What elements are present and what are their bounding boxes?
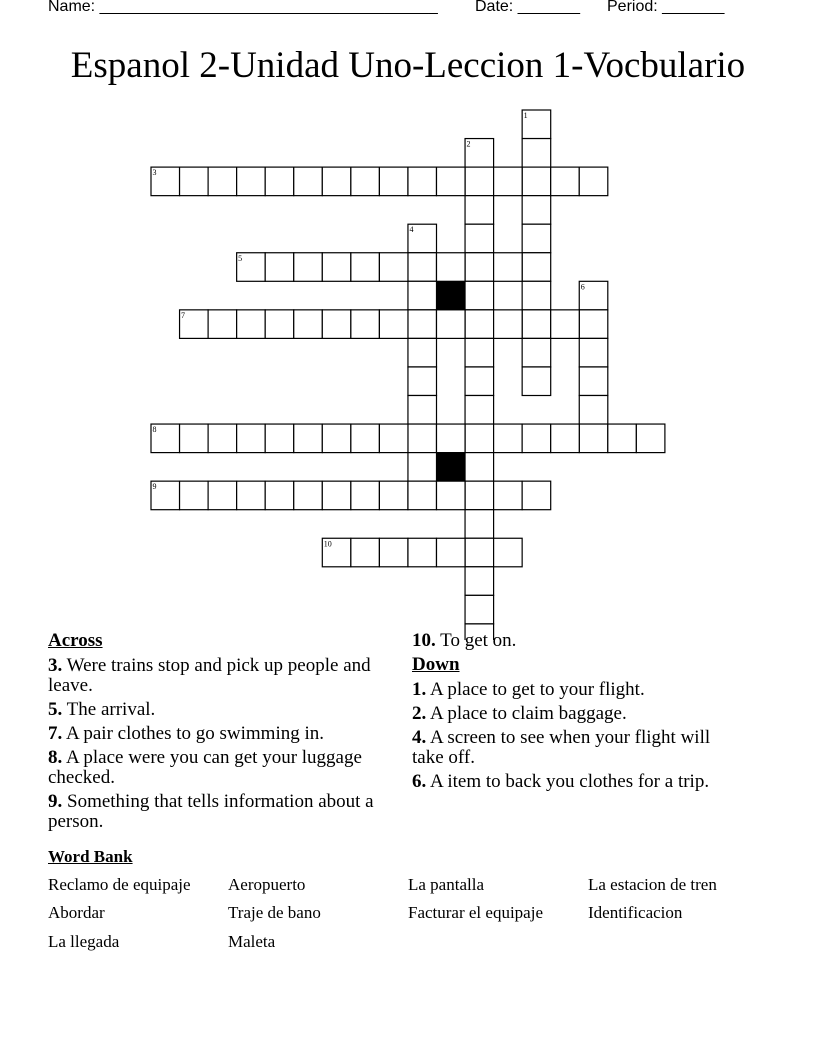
crossword-cell[interactable] <box>180 167 209 196</box>
crossword-cell[interactable] <box>522 167 551 196</box>
clue-down-1: 1. A place to get to your flight. <box>412 679 645 700</box>
crossword-cell[interactable] <box>465 481 494 510</box>
crossword-cell[interactable] <box>636 424 665 453</box>
page-title: Espanol 2-Unidad Uno-Leccion 1-Vocbulario <box>70 45 746 86</box>
crossword-cell[interactable] <box>465 510 494 539</box>
clue-down-4: 4. A screen to see when your flight will take off. <box>412 727 711 768</box>
crossword-cell[interactable] <box>579 367 608 396</box>
crossword-cell[interactable] <box>494 481 523 510</box>
crossword-cell[interactable] <box>237 424 266 453</box>
crossword-cell[interactable] <box>551 167 580 196</box>
clue-across-10: 10. To get on. <box>412 630 517 651</box>
crossword-cell[interactable] <box>494 253 523 282</box>
crossword-cell[interactable] <box>180 481 209 510</box>
cell-number: 8 <box>152 425 157 435</box>
crossword-cell[interactable] <box>408 396 437 425</box>
crossword-cell[interactable] <box>208 481 237 510</box>
crossword-cell[interactable] <box>294 253 323 282</box>
crossword-cell[interactable] <box>437 424 466 453</box>
crossword-cell[interactable] <box>579 167 608 196</box>
crossword-cell[interactable] <box>522 253 551 282</box>
crossword-cell[interactable] <box>579 310 608 339</box>
clue-across-3: 3. Were trains stop and pick up people and leave. <box>48 655 371 696</box>
crossword-cell[interactable] <box>265 481 294 510</box>
crossword-cell[interactable] <box>579 396 608 425</box>
crossword-cell[interactable] <box>379 253 408 282</box>
cell-number: 5 <box>238 253 243 263</box>
crossword-cell[interactable] <box>522 424 551 453</box>
clue-across-7: 7. A pair clothes to go swimming in. <box>48 723 325 744</box>
crossword-cell[interactable] <box>465 567 494 596</box>
across-heading: Across <box>48 630 103 651</box>
crossword-cell[interactable] <box>465 281 494 310</box>
crossword-cell[interactable] <box>351 167 380 196</box>
crossword-cell[interactable] <box>408 281 437 310</box>
down-clues <box>412 631 732 796</box>
clue-down-2: 2. A place to claim baggage. <box>412 703 627 724</box>
crossword-cell[interactable] <box>408 253 437 282</box>
crossword-cell[interactable] <box>408 424 437 453</box>
crossword-cell[interactable] <box>408 481 437 510</box>
crossword-cell[interactable] <box>322 167 351 196</box>
crossword-cell[interactable] <box>265 253 294 282</box>
word-bank-item: Maleta <box>228 932 276 951</box>
crossword-cell[interactable] <box>465 396 494 425</box>
black-block <box>437 453 466 482</box>
crossword-cell[interactable] <box>579 424 608 453</box>
crossword-cell[interactable] <box>322 481 351 510</box>
crossword-cell[interactable] <box>465 196 494 225</box>
crossword-cell[interactable] <box>237 167 266 196</box>
crossword-cell[interactable] <box>579 338 608 367</box>
crossword-cell[interactable] <box>522 139 551 168</box>
crossword-cell[interactable] <box>465 453 494 482</box>
crossword-cell[interactable] <box>437 538 466 567</box>
word-bank-item: Traje de bano <box>228 903 321 922</box>
crossword-cell[interactable] <box>379 167 408 196</box>
crossword-cell[interactable] <box>522 338 551 367</box>
crossword-cell[interactable] <box>379 481 408 510</box>
crossword-cell[interactable] <box>465 424 494 453</box>
crossword-cell[interactable] <box>465 595 494 624</box>
crossword-cell[interactable] <box>608 424 637 453</box>
date-field[interactable]: Date: _______ <box>475 0 580 15</box>
crossword-cell[interactable] <box>437 481 466 510</box>
crossword-cell[interactable] <box>237 310 266 339</box>
crossword-cell[interactable] <box>408 367 437 396</box>
cell-number: 4 <box>409 225 414 235</box>
crossword-cell[interactable] <box>265 424 294 453</box>
crossword-cell[interactable] <box>494 310 523 339</box>
crossword-cell[interactable] <box>294 424 323 453</box>
crossword-cell[interactable] <box>379 538 408 567</box>
crossword-cell[interactable] <box>351 538 380 567</box>
crossword-cell[interactable] <box>208 424 237 453</box>
crossword-cell[interactable] <box>408 453 437 482</box>
crossword-cell[interactable] <box>494 167 523 196</box>
word-bank-item: Abordar <box>48 903 105 922</box>
word-bank-item: Facturar el equipaje <box>408 903 543 922</box>
crossword-cell[interactable] <box>437 253 466 282</box>
crossword-cell[interactable] <box>465 224 494 253</box>
crossword-cell[interactable] <box>351 253 380 282</box>
crossword-cell[interactable] <box>522 481 551 510</box>
crossword-cell[interactable] <box>294 167 323 196</box>
word-bank-item: La estacion de tren <box>588 875 717 894</box>
crossword-cell[interactable] <box>494 538 523 567</box>
clue-down-6: 6. A item to back you clothes for a trip. <box>412 771 710 792</box>
crossword-cell[interactable] <box>494 424 523 453</box>
crossword-cell[interactable] <box>237 481 266 510</box>
word-bank-item: Reclamo de equipaje <box>48 875 191 894</box>
crossword-cell[interactable] <box>208 167 237 196</box>
crossword-cell[interactable] <box>465 253 494 282</box>
clue-across-9: 9. Something that tells information about a person. <box>48 791 374 832</box>
cell-number: 7 <box>181 310 186 320</box>
clue-across-8: 8. A place were you can get your luggage checked. <box>48 747 362 788</box>
crossword-cell[interactable] <box>522 224 551 253</box>
period-field[interactable]: Period: _______ <box>607 0 725 15</box>
word-bank-item: Identificacion <box>588 903 683 922</box>
crossword-cell[interactable] <box>408 310 437 339</box>
crossword-cell[interactable] <box>408 538 437 567</box>
crossword-cell[interactable] <box>265 167 294 196</box>
name-field[interactable]: Name: ______________________________________ <box>48 0 438 15</box>
cell-number: 10 <box>323 539 332 549</box>
crossword-cell[interactable] <box>208 310 237 339</box>
across-clues <box>48 631 378 836</box>
crossword-cell[interactable] <box>351 481 380 510</box>
crossword-cell[interactable] <box>408 167 437 196</box>
cell-number: 1 <box>523 111 528 120</box>
crossword-cell[interactable] <box>379 310 408 339</box>
cell-number: 2 <box>466 139 471 149</box>
down-heading: Down <box>412 654 460 675</box>
cell-number: 6 <box>580 282 585 292</box>
crossword-cell[interactable] <box>322 310 351 339</box>
crossword-cell[interactable] <box>294 481 323 510</box>
clue-across-5: 5. The arrival. <box>48 699 156 720</box>
crossword-cell[interactable] <box>351 310 380 339</box>
crossword-cell[interactable] <box>379 424 408 453</box>
crossword-cell[interactable] <box>322 424 351 453</box>
crossword-cell[interactable] <box>180 424 209 453</box>
crossword-cell[interactable] <box>408 338 437 367</box>
crossword-cell[interactable] <box>294 310 323 339</box>
crossword-cell[interactable] <box>522 310 551 339</box>
word-bank-title: Word Bank <box>48 847 133 866</box>
crossword-cell[interactable] <box>522 281 551 310</box>
crossword-cell[interactable] <box>437 167 466 196</box>
crossword-cell[interactable] <box>551 310 580 339</box>
crossword-cell[interactable] <box>522 196 551 225</box>
crossword-cell[interactable] <box>322 253 351 282</box>
cell-number: 9 <box>152 482 157 492</box>
word-bank-item: Aeropuerto <box>228 875 306 894</box>
crossword-cell[interactable] <box>465 538 494 567</box>
crossword-cell[interactable] <box>465 310 494 339</box>
crossword-cell[interactable] <box>351 424 380 453</box>
crossword-cell[interactable] <box>551 424 580 453</box>
crossword-cell[interactable] <box>465 167 494 196</box>
cell-number: 3 <box>152 168 157 178</box>
crossword-cell[interactable] <box>465 367 494 396</box>
black-block <box>437 281 466 310</box>
crossword-cell[interactable] <box>437 310 466 339</box>
word-bank-item: La pantalla <box>408 875 484 894</box>
word-bank-item: La llegada <box>48 932 120 951</box>
crossword-cell[interactable] <box>522 367 551 396</box>
crossword-cell[interactable] <box>465 338 494 367</box>
crossword-cell[interactable] <box>265 310 294 339</box>
